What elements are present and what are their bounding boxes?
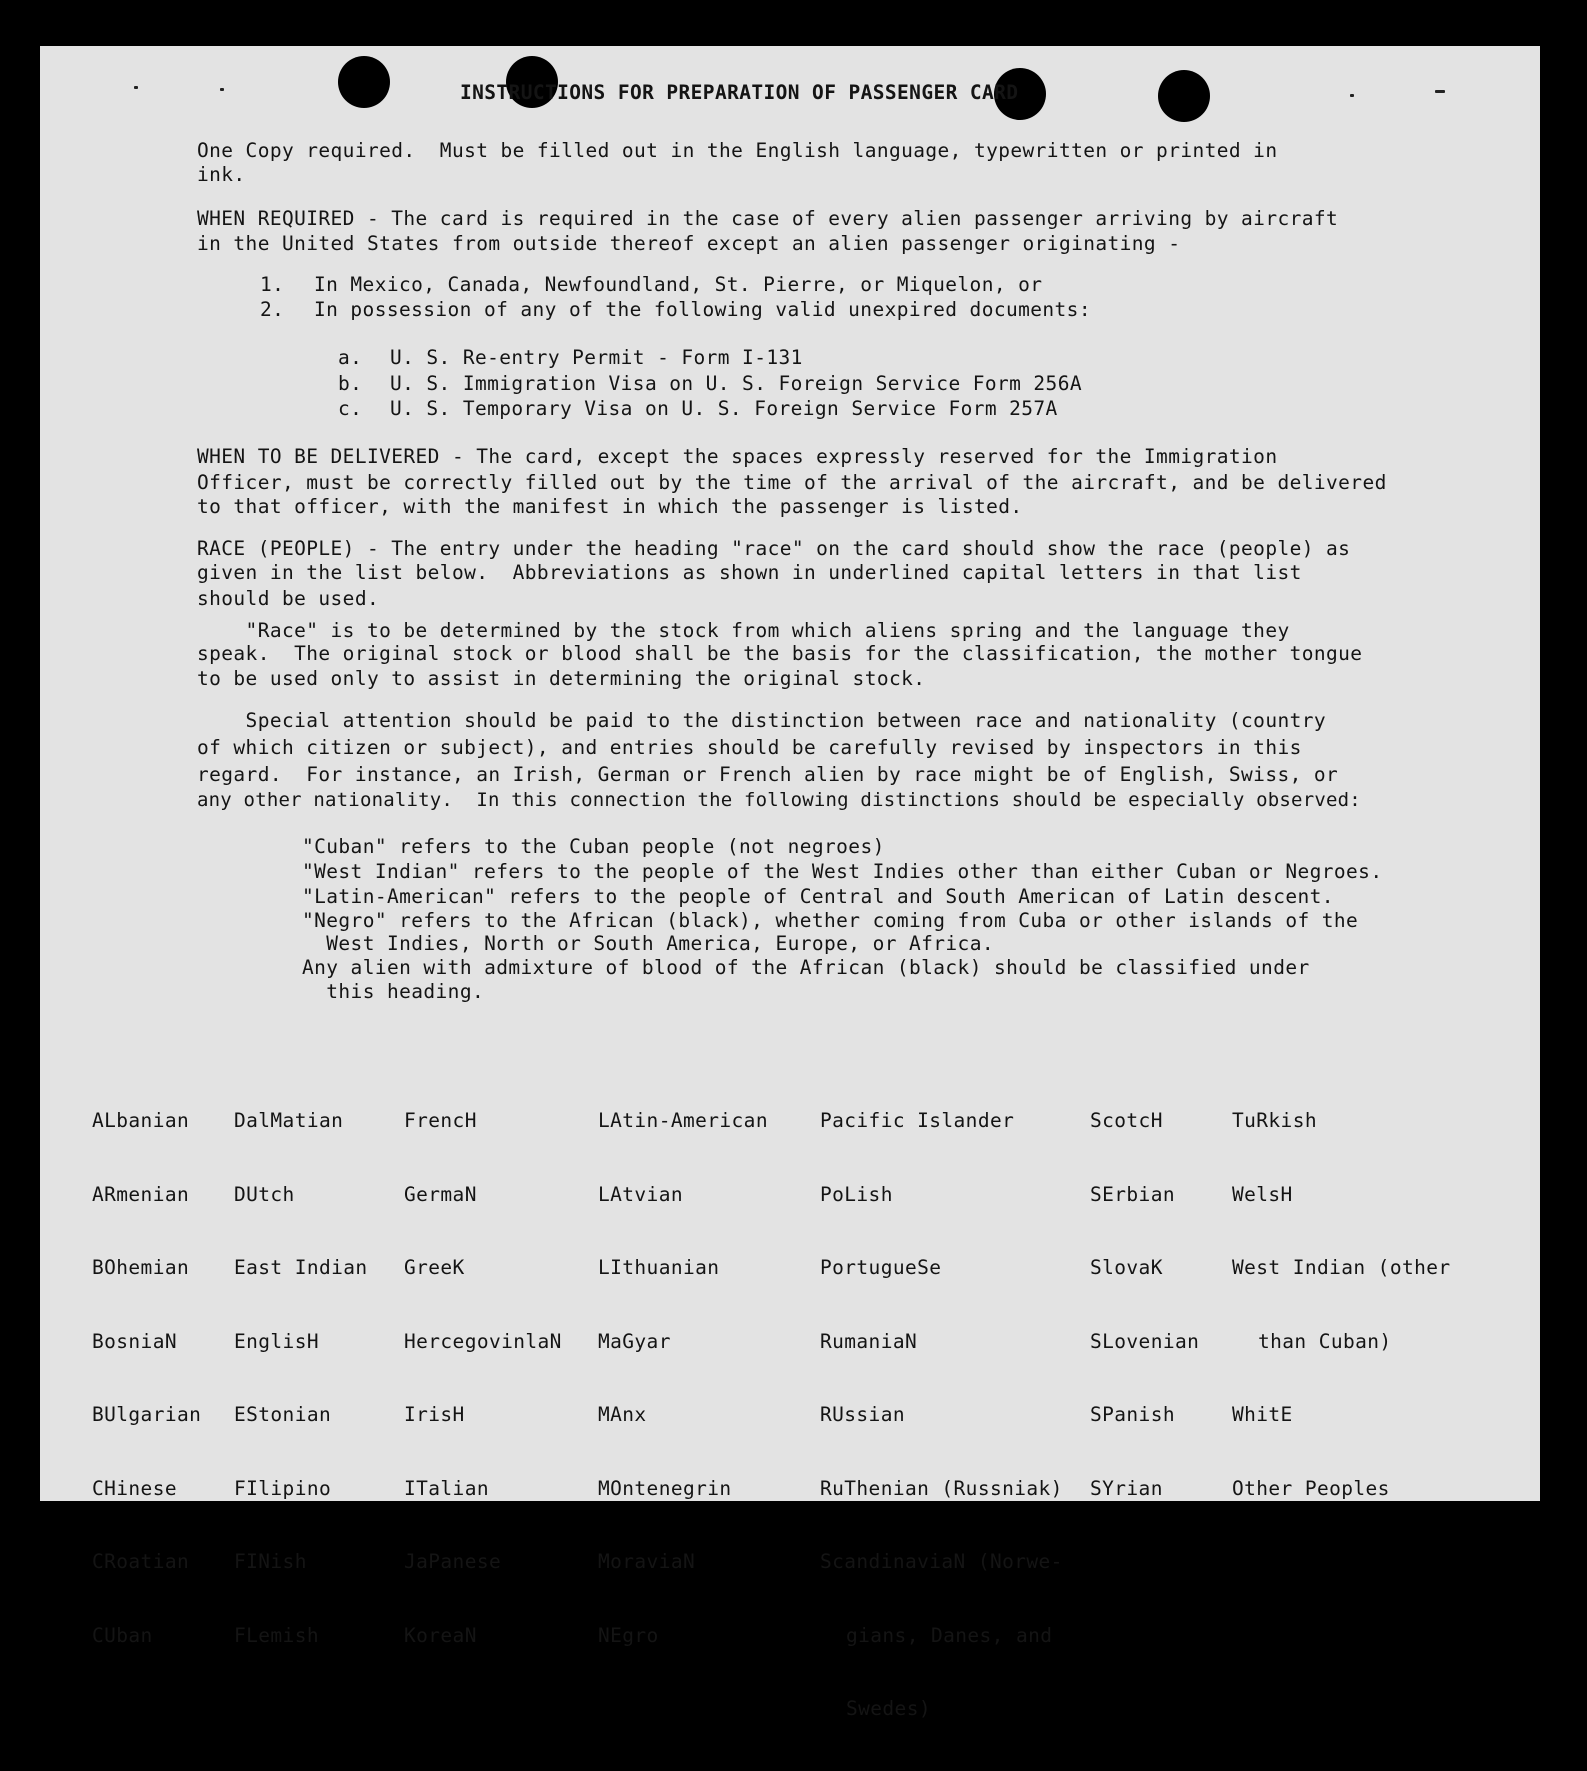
when-delivered-line: Officer, must be correctly filled out by the time of the arrival of the aircraft, and be delivered [197,471,1387,494]
race-entry: DalMatian [234,1109,344,1132]
when-required-line: in the United States from outside thereof except an alien passenger originating - [197,232,1181,255]
speck [134,86,138,89]
race-entry: PoLish [820,1182,893,1206]
distinction-line: "Negro" refers to the African (black), whether coming from Cuba or other islands of the [302,909,1359,932]
speck [220,88,224,91]
race-definition-line: "Race" is to be determined by the stock from which aliens spring and the language they [197,619,1290,642]
race-entry: SlovaK [1090,1256,1163,1279]
speck [1350,94,1354,97]
distinction-line: this heading. [302,980,485,1003]
race-entry: ScotcH [1090,1109,1163,1132]
race-definition-line: speak. The original stock or blood shall be the basis for the classification, the mother tongue [197,642,1363,665]
race-entry: FrencH [404,1109,477,1132]
race-list-column [598,1060,768,1697]
race-entry: CRoatian [92,1550,190,1573]
race-entry: GreeK [404,1256,465,1279]
race-entry: ALbanian [92,1109,190,1132]
race-entry: GermaN [404,1182,477,1206]
item-number: 1. [260,273,285,296]
intro-line: ink. [197,163,246,186]
distinction-line: West Indies, North or South America, Europe, or Africa. [302,932,994,955]
race-entry: LAtvian [598,1182,683,1206]
race-entry: MOntenegrin [598,1476,732,1500]
race-entry: EnglisH [234,1329,319,1353]
race-entry: KoreaN [404,1623,477,1647]
race-entry: SLovenian [1090,1329,1200,1353]
race-entry: FINish [234,1550,307,1573]
race-entry: FIlipino [234,1476,332,1500]
punch-hole [1158,70,1210,122]
when-delivered-line: to that officer, with the manifest in which the passenger is listed. [197,495,1023,518]
subitem-text: U. S. Re-entry Permit - Form I-131 [390,346,803,369]
race-line: RACE (PEOPLE) - The entry under the heading "race" on the card should show the race (people) as [197,537,1351,560]
race-entry: MoraviaN [598,1550,696,1573]
document-page [40,46,1540,1720]
race-line: should be used. [197,587,380,610]
speck [1435,90,1445,93]
race-entry: BUlgarian [92,1403,202,1426]
race-entry: FLemish [234,1623,319,1647]
distinction-line: "Latin-American" refers to the people of Central and South American of Latin descent. [302,885,1334,908]
race-entry: MAnx [598,1403,647,1426]
subitem-letter: c. [338,397,363,420]
race-entry: CHinese [92,1476,177,1500]
special-attention-line: of which citizen or subject), and entries should be carefully revised by inspectors in this [197,736,1302,759]
race-list-column [404,1060,562,1697]
race-entry: BOhemian [92,1256,190,1279]
race-entry: JaPanese [404,1550,502,1573]
race-entry: DUtch [234,1182,295,1206]
special-attention-line: regard. For instance, an Irish, German or French alien by race might be of English, Swiss, or [197,763,1339,786]
race-line: given in the list below. Abbreviations as shown in underlined capital letters in that list [197,561,1302,584]
race-entry: than Cuban) [1258,1329,1392,1353]
race-entry: ITalian [404,1476,489,1500]
race-entry: RumaniaN [820,1329,918,1353]
race-entry: Other Peoples [1232,1476,1390,1500]
race-entry: gians, Danes, and [846,1623,1053,1647]
race-entry: LAtin-American [598,1109,768,1132]
subitem-letter: b. [338,372,363,395]
race-list-column [1090,1060,1199,1550]
race-entry: RUssian [820,1403,905,1426]
race-entry: EStonian [234,1403,332,1426]
item-text: In Mexico, Canada, Newfoundland, St. Pierre, or Miquelon, or [314,273,1043,296]
item-number: 2. [260,298,285,321]
race-definition-line: to be used only to assist in determining the original stock. [197,667,926,690]
race-entry: SErbian [1090,1182,1175,1206]
race-list-column [1232,1060,1451,1550]
race-entry: CUban [92,1623,153,1647]
race-entry: HercegovinlaN [404,1329,562,1353]
when-delivered-line: WHEN TO BE DELIVERED - The card, except the spaces expressly reserved for the Immigration [197,445,1278,468]
race-list-column [820,1060,1063,1771]
race-entry: Pacific Islander [820,1109,1015,1132]
item-text: In possession of any of the following valid unexpired documents: [314,298,1091,321]
subitem-text: U. S. Immigration Visa on U. S. Foreign Service Form 256A [390,372,1082,395]
distinction-line: Any alien with admixture of blood of the African (black) should be classified under [302,956,1310,979]
race-list-column [234,1060,368,1697]
race-list-column [92,1060,201,1697]
punch-hole [338,56,390,108]
race-entry: Swedes) [846,1697,931,1720]
race-entry: PortugueSe [820,1256,942,1279]
intro-line: One Copy required. Must be filled out in the English language, typewritten or printed in [197,139,1278,162]
race-entry: IrisH [404,1403,465,1426]
race-entry: LIthuanian [598,1256,720,1279]
race-entry: ARmenian [92,1182,190,1206]
race-entry: West Indian (other [1232,1256,1451,1279]
subitem-text: U. S. Temporary Visa on U. S. Foreign Service Form 257A [390,397,1058,420]
race-entry: BosniaN [92,1329,177,1353]
special-attention-line: Special attention should be paid to the distinction between race and nationality (country [197,709,1327,732]
race-entry: NEgro [598,1623,659,1647]
race-entry: RuThenian (Russniak) [820,1476,1063,1500]
race-entry: MaGyar [598,1329,671,1353]
race-entry: East Indian [234,1256,368,1279]
race-entry: SYrian [1090,1476,1163,1500]
when-required-line: WHEN REQUIRED - The card is required in the case of every alien passenger arriving by aircraft [197,207,1339,230]
race-entry: SPanish [1090,1403,1175,1426]
special-attention-line: any other nationality. In this connection the following distinctions should be especially observed: [197,789,1361,811]
race-entry: WhitE [1232,1403,1293,1426]
distinction-line: "West Indian" refers to the people of the West Indies other than either Cuban or Negroes. [302,860,1383,883]
race-entry: TuRkish [1232,1109,1317,1132]
page-title: INSTRUCTIONS FOR PREPARATION OF PASSENGER CARD [460,81,1019,104]
race-entry: ScandinaviaN (Norwe- [820,1550,1063,1573]
distinction-line: "Cuban" refers to the Cuban people (not negroes) [302,835,885,858]
subitem-letter: a. [338,346,363,369]
race-entry: WelsH [1232,1182,1293,1206]
